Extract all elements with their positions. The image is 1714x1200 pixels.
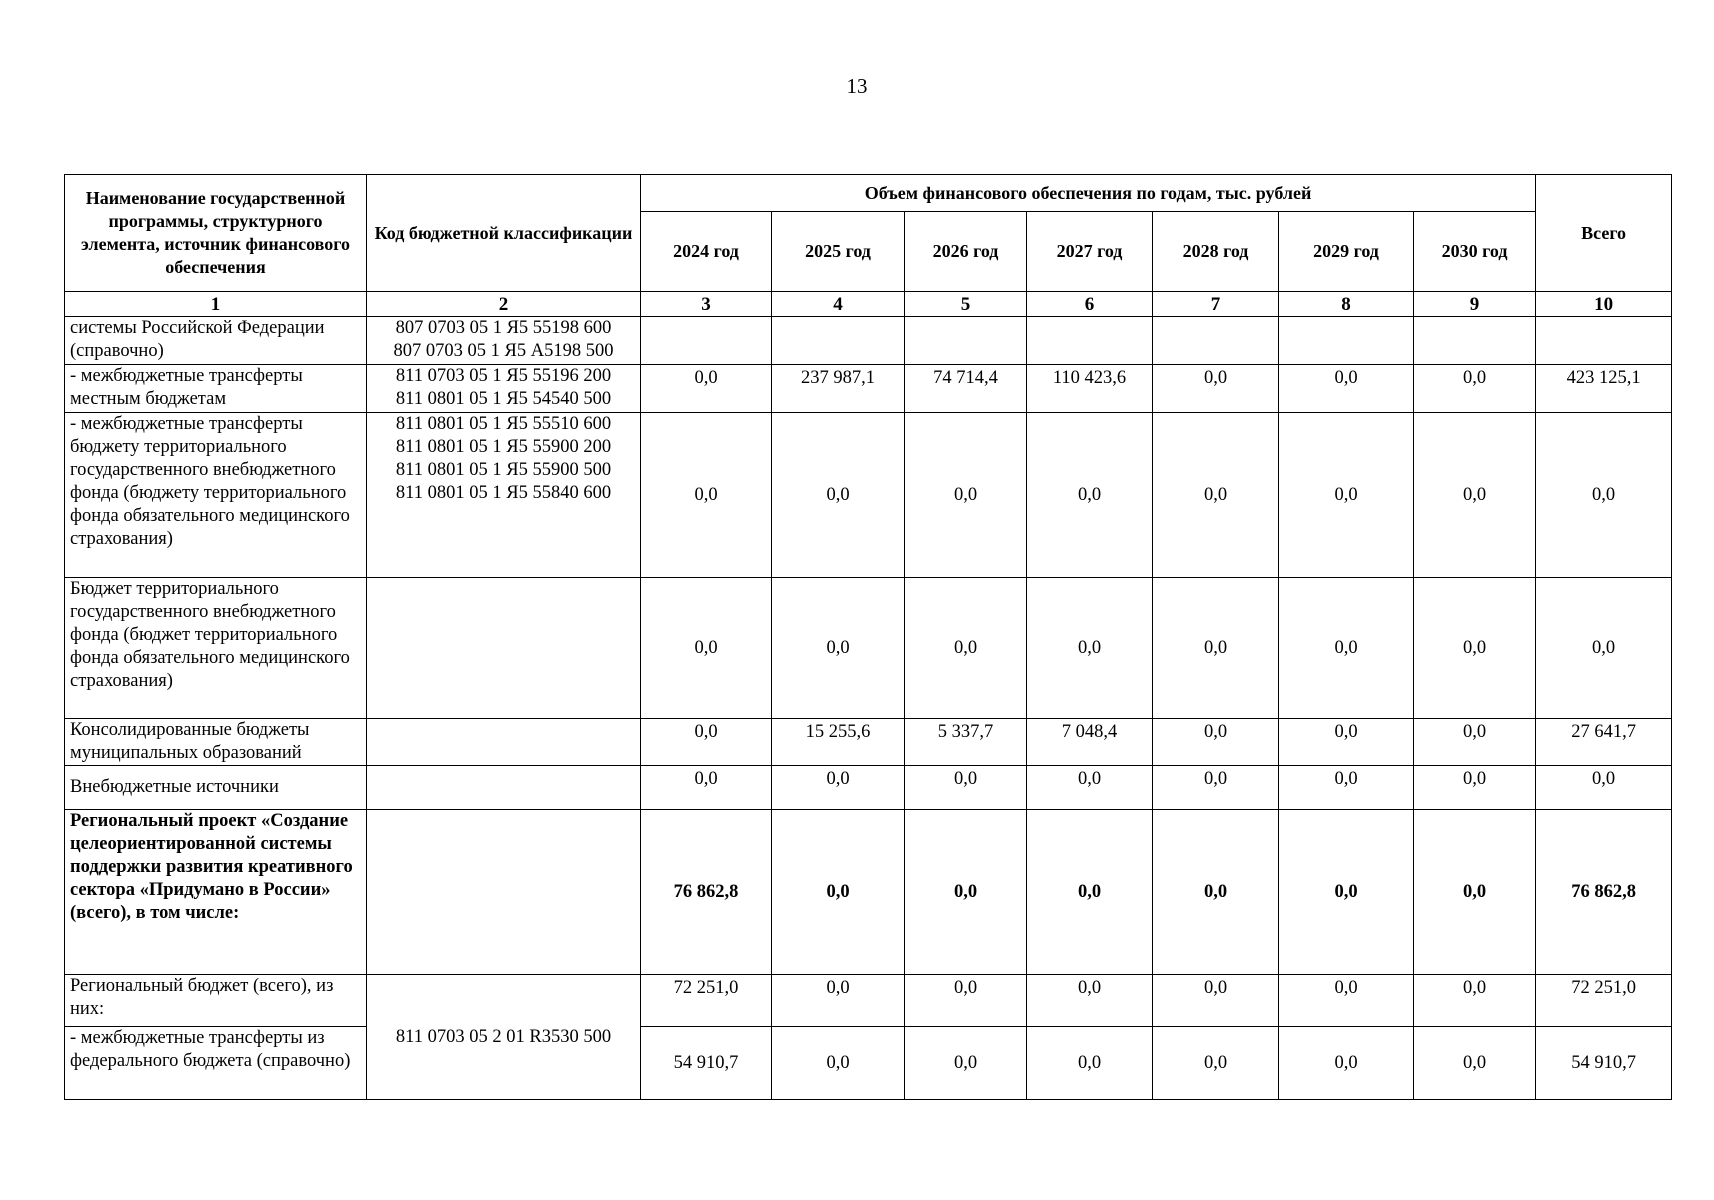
- total-cell: 76 862,8: [1536, 810, 1672, 975]
- value-cell: 0,0: [772, 766, 905, 810]
- row-name: системы Российской Федерации (справочно): [65, 317, 367, 365]
- row-codes: [367, 365, 641, 413]
- value-cell: 0,0: [1279, 719, 1414, 766]
- table-row: [65, 719, 1672, 766]
- value-cell: 237 987,1: [772, 365, 905, 413]
- value-cell: 0,0: [772, 413, 905, 578]
- value-cell: 0,0: [1279, 578, 1414, 719]
- total-cell: 54 910,7: [1536, 1027, 1672, 1100]
- header-total: Всего: [1536, 175, 1672, 292]
- value-cell: 0,0: [772, 975, 905, 1027]
- value-cell: 0,0: [905, 413, 1027, 578]
- table-row: [65, 317, 1672, 365]
- table-row: [65, 1027, 1672, 1100]
- value-cell: 0,0: [905, 975, 1027, 1027]
- row-name: Региональный бюджет (всего), из них:: [65, 975, 367, 1027]
- total-cell: 0,0: [1536, 766, 1672, 810]
- value-cell: [1153, 317, 1279, 365]
- row-name: Региональный проект «Создание целеориентированной системы поддержки развития креативного сектора «Придумано в России» (всего), в том числе:: [65, 810, 367, 975]
- value-cell: 0,0: [1153, 1027, 1279, 1100]
- value-cell: 15 255,6: [772, 719, 905, 766]
- value-cell: 0,0: [772, 578, 905, 719]
- row-codes: [367, 317, 641, 365]
- budget-code: 811 0703 05 1 Я5 55196 200: [395, 366, 612, 386]
- row-name: Внебюджетные источники: [65, 766, 367, 810]
- header-year: 2030 год: [1414, 212, 1536, 292]
- header-year: 2024 год: [641, 212, 772, 292]
- value-cell: 0,0: [1414, 810, 1536, 975]
- value-cell: 0,0: [1279, 413, 1414, 578]
- value-cell: 0,0: [772, 810, 905, 975]
- value-cell: 0,0: [1153, 766, 1279, 810]
- page-number: 13: [846, 74, 868, 98]
- column-number: 2: [367, 292, 641, 317]
- column-number: 8: [1279, 292, 1414, 317]
- value-cell: 0,0: [1153, 810, 1279, 975]
- value-cell: 7 048,4: [1027, 719, 1153, 766]
- value-cell: 72 251,0: [641, 975, 772, 1027]
- budget-code: 807 0703 05 1 Я5 55198 600: [395, 318, 612, 338]
- value-cell: [1279, 317, 1414, 365]
- value-cell: 0,0: [905, 766, 1027, 810]
- value-cell: 0,0: [641, 766, 772, 810]
- value-cell: 0,0: [1279, 766, 1414, 810]
- budget-code: 811 0703 05 2 01 R3530 500: [395, 1026, 612, 1047]
- value-cell: 0,0: [641, 578, 772, 719]
- budget-code: 811 0801 05 1 Я5 55840 600: [395, 483, 612, 503]
- value-cell: [905, 317, 1027, 365]
- row-codes: [367, 810, 641, 975]
- row-codes: [367, 578, 641, 719]
- value-cell: 0,0: [641, 719, 772, 766]
- value-cell: 76 862,8: [641, 810, 772, 975]
- total-cell: 0,0: [1536, 413, 1672, 578]
- value-cell: 0,0: [1279, 365, 1414, 413]
- header-year: 2027 год: [1027, 212, 1153, 292]
- value-cell: 0,0: [905, 578, 1027, 719]
- column-number: 1: [65, 292, 367, 317]
- budget-code: 811 0801 05 1 Я5 55510 600: [395, 414, 612, 434]
- value-cell: 0,0: [1027, 578, 1153, 719]
- value-cell: 0,0: [1279, 1027, 1414, 1100]
- header-year: 2025 год: [772, 212, 905, 292]
- table-row: [65, 975, 1672, 1027]
- budget-code: 811 0801 05 1 Я5 55900 500: [395, 460, 612, 480]
- value-cell: 0,0: [1027, 766, 1153, 810]
- table-row: [65, 766, 1672, 810]
- value-cell: 0,0: [1153, 578, 1279, 719]
- value-cell: 0,0: [905, 1027, 1027, 1100]
- value-cell: 54 910,7: [641, 1027, 772, 1100]
- value-cell: 0,0: [1153, 975, 1279, 1027]
- value-cell: 0,0: [641, 413, 772, 578]
- row-codes: [367, 766, 641, 810]
- value-cell: 0,0: [1414, 766, 1536, 810]
- value-cell: 0,0: [1153, 413, 1279, 578]
- table-row: [65, 810, 1672, 975]
- column-number: 4: [772, 292, 905, 317]
- column-number: 9: [1414, 292, 1536, 317]
- header-volume: Объем финансового обеспечения по годам, тыс. рублей: [641, 175, 1536, 212]
- budget-code: 811 0801 05 1 Я5 55900 200: [395, 437, 612, 457]
- value-cell: 0,0: [1027, 810, 1153, 975]
- value-cell: 0,0: [1027, 413, 1153, 578]
- column-number: 5: [905, 292, 1027, 317]
- row-codes: [367, 975, 641, 1100]
- value-cell: 0,0: [772, 1027, 905, 1100]
- header-code: Код бюджетной классификации: [367, 175, 641, 292]
- value-cell: [1414, 317, 1536, 365]
- value-cell: 0,0: [1414, 975, 1536, 1027]
- value-cell: 0,0: [1414, 719, 1536, 766]
- row-name: - межбюджетные трансферты из федерального бюджета (справочно): [65, 1027, 367, 1100]
- total-cell: [1536, 317, 1672, 365]
- table-row: [65, 413, 1672, 578]
- value-cell: 0,0: [1027, 975, 1153, 1027]
- row-codes: [367, 413, 641, 578]
- value-cell: 0,0: [1414, 578, 1536, 719]
- value-cell: 0,0: [641, 365, 772, 413]
- header-year: 2028 год: [1153, 212, 1279, 292]
- header-year: 2029 год: [1279, 212, 1414, 292]
- value-cell: 0,0: [1414, 1027, 1536, 1100]
- value-cell: [641, 317, 772, 365]
- table-row: [65, 365, 1672, 413]
- header-name: Наименование государственной программы, структурного элемента, источник финансового обеспечения: [65, 175, 367, 292]
- row-name: Консолидированные бюджеты муниципальных образований: [65, 719, 367, 766]
- value-cell: [772, 317, 905, 365]
- row-name: Бюджет территориального государственного внебюджетного фонда (бюджет территориального фонда обязательного медицинского страхования): [65, 578, 367, 719]
- budget-code: 811 0801 05 1 Я5 54540 500: [395, 389, 612, 409]
- row-name: - межбюджетные трансферты местным бюджетам: [65, 365, 367, 413]
- column-number: 10: [1536, 292, 1672, 317]
- column-number: 7: [1153, 292, 1279, 317]
- column-number: 3: [641, 292, 772, 317]
- column-number: 6: [1027, 292, 1153, 317]
- value-cell: 0,0: [1414, 365, 1536, 413]
- value-cell: 0,0: [1414, 413, 1536, 578]
- value-cell: 110 423,6: [1027, 365, 1153, 413]
- row-name: - межбюджетные трансферты бюджету территориального государственного внебюджетного фонда (бюджету территориального фонда обязательного медицинского страхования): [65, 413, 367, 578]
- header-year: 2026 год: [905, 212, 1027, 292]
- budget-code: 807 0703 05 1 Я5 А5198 500: [393, 341, 614, 361]
- value-cell: 0,0: [905, 810, 1027, 975]
- total-cell: 423 125,1: [1536, 365, 1672, 413]
- total-cell: 27 641,7: [1536, 719, 1672, 766]
- value-cell: 0,0: [1279, 810, 1414, 975]
- total-cell: 0,0: [1536, 578, 1672, 719]
- value-cell: 0,0: [1153, 365, 1279, 413]
- row-codes: [367, 719, 641, 766]
- value-cell: 0,0: [1027, 1027, 1153, 1100]
- value-cell: 5 337,7: [905, 719, 1027, 766]
- value-cell: [1027, 317, 1153, 365]
- financing-table: [64, 174, 1672, 1100]
- value-cell: 0,0: [1279, 975, 1414, 1027]
- table-row: [65, 578, 1672, 719]
- total-cell: 72 251,0: [1536, 975, 1672, 1027]
- value-cell: 0,0: [1153, 719, 1279, 766]
- value-cell: 74 714,4: [905, 365, 1027, 413]
